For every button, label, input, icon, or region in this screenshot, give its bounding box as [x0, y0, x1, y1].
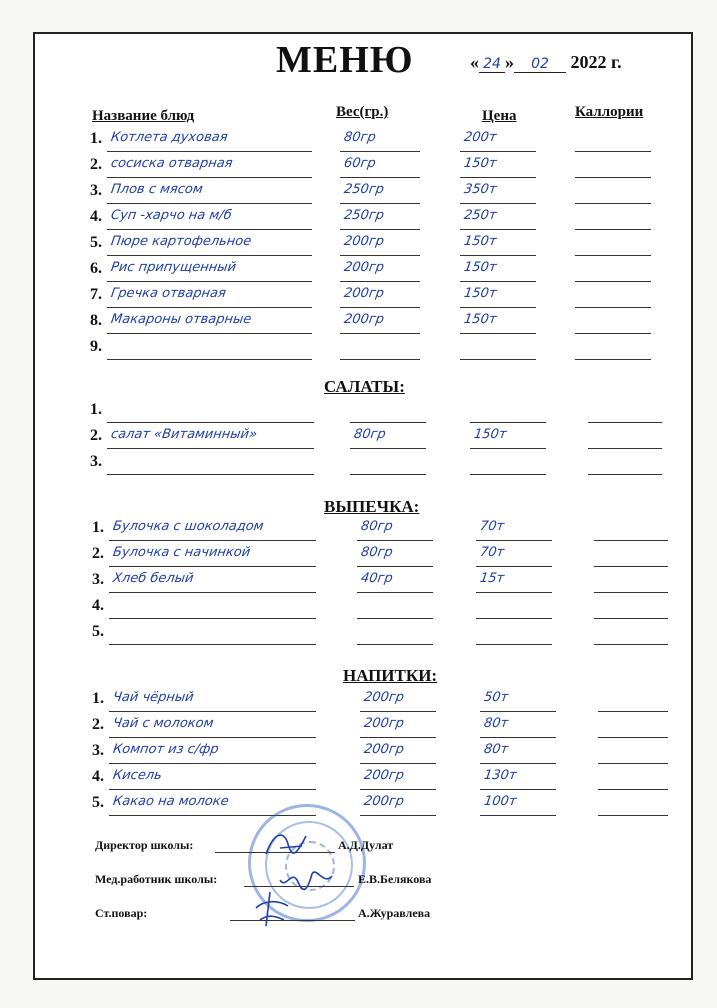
menu-row [92, 716, 670, 738]
dish-price: 150т [462, 260, 498, 275]
dish-calories-line [588, 474, 662, 475]
menu-row [90, 401, 664, 423]
signature-person-cook: А.Журавлева [358, 906, 431, 920]
dish-name-line [109, 644, 316, 645]
menu-row [90, 182, 652, 204]
dish-calories-line [575, 281, 651, 282]
menu-row [90, 156, 652, 178]
date-day: 24 [479, 56, 505, 73]
menu-row [92, 768, 670, 790]
dish-price-line [460, 281, 536, 282]
dish-price-line [470, 448, 546, 449]
menu-row [90, 260, 652, 282]
dish-name: Кисель [111, 768, 163, 783]
dish-weight: 200гр [362, 794, 405, 809]
row-number: 3. [92, 742, 104, 759]
dish-name: Чай с молоком [111, 716, 215, 731]
dish-calories-line [594, 618, 668, 619]
row-number: 7. [90, 286, 102, 303]
menu-row [90, 338, 652, 360]
menu-row [90, 130, 652, 152]
dish-calories-line [598, 763, 668, 764]
row-number: 9. [90, 338, 102, 355]
dish-price-line [460, 255, 536, 256]
dish-weight-line [357, 540, 433, 541]
dish-weight: 200гр [362, 716, 405, 731]
dish-price: 15т [478, 571, 506, 586]
dish-price: 80т [482, 742, 510, 757]
dish-name: Котлета духовая [109, 130, 229, 145]
dish-weight-line [340, 333, 420, 334]
dish-price: 150т [462, 286, 498, 301]
dish-calories-line [594, 644, 668, 645]
dish-weight: 250гр [342, 182, 385, 197]
row-number: 2. [92, 545, 104, 562]
dish-name: Плов с мясом [109, 182, 204, 197]
dish-weight: 200гр [362, 690, 405, 705]
row-number: 3. [92, 571, 104, 588]
dish-calories-line [575, 307, 651, 308]
director-signature-scribble [262, 826, 312, 862]
dish-calories-line [598, 737, 668, 738]
row-number: 4. [90, 208, 102, 225]
dish-calories-line [598, 711, 668, 712]
header-calories: Каллории [575, 104, 644, 120]
menu-row [92, 623, 670, 645]
dish-name: салат «Витаминный» [109, 427, 259, 442]
dish-weight-line [340, 307, 420, 308]
row-number: 8. [90, 312, 102, 329]
dish-name-line [107, 333, 312, 334]
dish-weight-line [357, 566, 433, 567]
dish-calories-line [594, 540, 668, 541]
dish-name-line [107, 474, 314, 475]
dish-calories-line [598, 815, 668, 816]
dish-calories-line [588, 422, 662, 423]
row-number: 1. [90, 130, 102, 147]
dish-weight: 60гр [342, 156, 377, 171]
signature-person-director: А.Д.Дулат [338, 838, 394, 852]
dish-calories-line [575, 229, 651, 230]
menu-row [92, 571, 670, 593]
dish-calories-line [575, 333, 651, 334]
dish-weight-line [340, 151, 420, 152]
header-weight: Вес(гр.) [336, 104, 389, 120]
dish-price: 50т [482, 690, 510, 705]
dish-weight-line [350, 422, 426, 423]
menu-row [90, 427, 664, 449]
dish-name-line [107, 281, 312, 282]
dish-calories-line [575, 255, 651, 256]
menu-date [470, 52, 622, 73]
dish-name-line [107, 307, 312, 308]
section-title-bakery: ВЫПЕЧКА: [324, 497, 420, 516]
dish-weight-line [357, 644, 433, 645]
dish-price-line [480, 815, 556, 816]
dish-price: 150т [462, 312, 498, 327]
dish-price: 130т [482, 768, 518, 783]
dish-price: 80т [482, 716, 510, 731]
dish-name: Суп -харчо на м/б [109, 208, 233, 223]
dish-weight-line [360, 763, 436, 764]
dish-price: 150т [472, 427, 508, 442]
menu-row [90, 286, 652, 308]
menu-row [92, 519, 670, 541]
date-month: 02 [514, 56, 566, 73]
header-price: Цена [482, 108, 517, 124]
dish-name: Какао на молоке [111, 794, 230, 809]
menu-row [92, 742, 670, 764]
dish-weight: 80гр [359, 519, 394, 534]
dish-weight: 200гр [342, 312, 385, 327]
dish-price: 70т [478, 545, 506, 560]
dish-price-line [476, 644, 552, 645]
dish-name-line [107, 229, 312, 230]
menu-row [90, 312, 652, 334]
row-number: 1. [92, 690, 104, 707]
dish-weight: 80гр [352, 427, 387, 442]
dish-price-line [476, 566, 552, 567]
dish-weight: 200гр [362, 742, 405, 757]
dish-calories-line [588, 448, 662, 449]
dish-name-line [109, 763, 316, 764]
dish-name-line [109, 592, 316, 593]
dish-price-line [470, 474, 546, 475]
dish-weight: 200гр [342, 260, 385, 275]
dish-calories-line [575, 151, 651, 152]
dish-name: Гречка отварная [109, 286, 227, 301]
dish-name: Рис припущенный [109, 260, 237, 275]
dish-price-line [460, 229, 536, 230]
menu-row [90, 453, 664, 475]
dish-weight: 80гр [359, 545, 394, 560]
dish-name-line [107, 151, 312, 152]
menu-row [90, 234, 652, 256]
row-number: 6. [90, 260, 102, 277]
dish-name-line [109, 618, 316, 619]
dish-price: 150т [462, 234, 498, 249]
row-number: 4. [92, 768, 104, 785]
dish-price: 350т [462, 182, 498, 197]
signature-person-medic: Е.В.Белякова [358, 872, 432, 886]
dish-weight-line [360, 815, 436, 816]
cook-signature-scribble [250, 890, 294, 930]
dish-name: Булочка с начинкой [111, 545, 252, 560]
row-number: 5. [92, 794, 104, 811]
dish-name: Компот из с/фр [111, 742, 220, 757]
dish-weight: 250гр [342, 208, 385, 223]
dish-weight-line [340, 255, 420, 256]
dish-weight-line [340, 177, 420, 178]
dish-name-line [109, 711, 316, 712]
dish-calories-line [594, 566, 668, 567]
dish-weight-line [350, 448, 426, 449]
dish-name-line [109, 737, 316, 738]
dish-name-line [107, 177, 312, 178]
dish-price-line [460, 359, 536, 360]
dish-price-line [476, 592, 552, 593]
menu-row [92, 794, 670, 816]
signature-role-cook: Ст.повар: [95, 906, 148, 920]
dish-price-line [460, 203, 536, 204]
dish-price-line [476, 618, 552, 619]
dish-weight-line [350, 474, 426, 475]
dish-price: 150т [462, 156, 498, 171]
row-number: 1. [92, 519, 104, 536]
dish-weight: 200гр [342, 234, 385, 249]
dish-price-line [460, 307, 536, 308]
dish-name: Хлеб белый [111, 571, 195, 586]
menu-row [92, 545, 670, 567]
menu-title: МЕНЮ [276, 39, 414, 81]
section-title-drinks: НАПИТКИ: [343, 666, 438, 685]
dish-weight-line [360, 789, 436, 790]
row-number: 3. [90, 453, 102, 470]
menu-row [90, 208, 652, 230]
dish-name-line [107, 255, 312, 256]
row-number: 5. [92, 623, 104, 640]
dish-weight-line [357, 618, 433, 619]
dish-price-line [476, 540, 552, 541]
dish-price-line [460, 177, 536, 178]
dish-weight-line [340, 229, 420, 230]
dish-calories-line [575, 359, 651, 360]
date-open-quote: « [470, 52, 479, 72]
date-close-quote: » [505, 52, 514, 72]
dish-name: Чай чёрный [111, 690, 195, 705]
dish-name: сосиска отварная [109, 156, 234, 171]
row-number: 3. [90, 182, 102, 199]
row-number: 2. [92, 716, 104, 733]
row-number: 1. [90, 401, 102, 418]
dish-price: 100т [482, 794, 518, 809]
dish-name-line [107, 422, 314, 423]
signature-role-medic: Мед.работник школы: [95, 872, 218, 886]
dish-price-line [460, 151, 536, 152]
dish-name-line [109, 789, 316, 790]
dish-weight: 200гр [362, 768, 405, 783]
dish-name-line [107, 359, 312, 360]
dish-weight-line [340, 359, 420, 360]
dish-price: 70т [478, 519, 506, 534]
dish-weight-line [340, 203, 420, 204]
dish-price: 200т [462, 130, 498, 145]
dish-name-line [109, 566, 316, 567]
dish-name-line [107, 448, 314, 449]
header-dish-name: Название блюд [92, 108, 195, 124]
dish-weight: 80гр [342, 130, 377, 145]
dish-name: Булочка с шоколадом [111, 519, 265, 534]
menu-row [92, 690, 670, 712]
row-number: 4. [92, 597, 104, 614]
dish-weight-line [360, 737, 436, 738]
signature-role-director: Директор школы: [95, 838, 194, 852]
section-title-salads: САЛАТЫ: [324, 377, 405, 396]
dish-weight-line [357, 592, 433, 593]
menu-row [92, 597, 670, 619]
dish-calories-line [598, 789, 668, 790]
dish-name-line [107, 203, 312, 204]
dish-name: Пюре картофельное [109, 234, 253, 249]
dish-weight: 200гр [342, 286, 385, 301]
dish-price-line [470, 422, 546, 423]
row-number: 5. [90, 234, 102, 251]
row-number: 2. [90, 156, 102, 173]
dish-name: Макароны отварные [109, 312, 253, 327]
dish-weight: 40гр [359, 571, 394, 586]
dish-calories-line [594, 592, 668, 593]
dish-calories-line [575, 203, 651, 204]
dish-weight-line [340, 281, 420, 282]
dish-calories-line [575, 177, 651, 178]
date-year: 2022 г. [570, 52, 622, 72]
dish-price-line [480, 763, 556, 764]
dish-price-line [480, 711, 556, 712]
dish-price: 250т [462, 208, 498, 223]
dish-price-line [480, 737, 556, 738]
dish-weight-line [360, 711, 436, 712]
dish-price-line [480, 789, 556, 790]
dish-name-line [109, 540, 316, 541]
dish-price-line [460, 333, 536, 334]
row-number: 2. [90, 427, 102, 444]
